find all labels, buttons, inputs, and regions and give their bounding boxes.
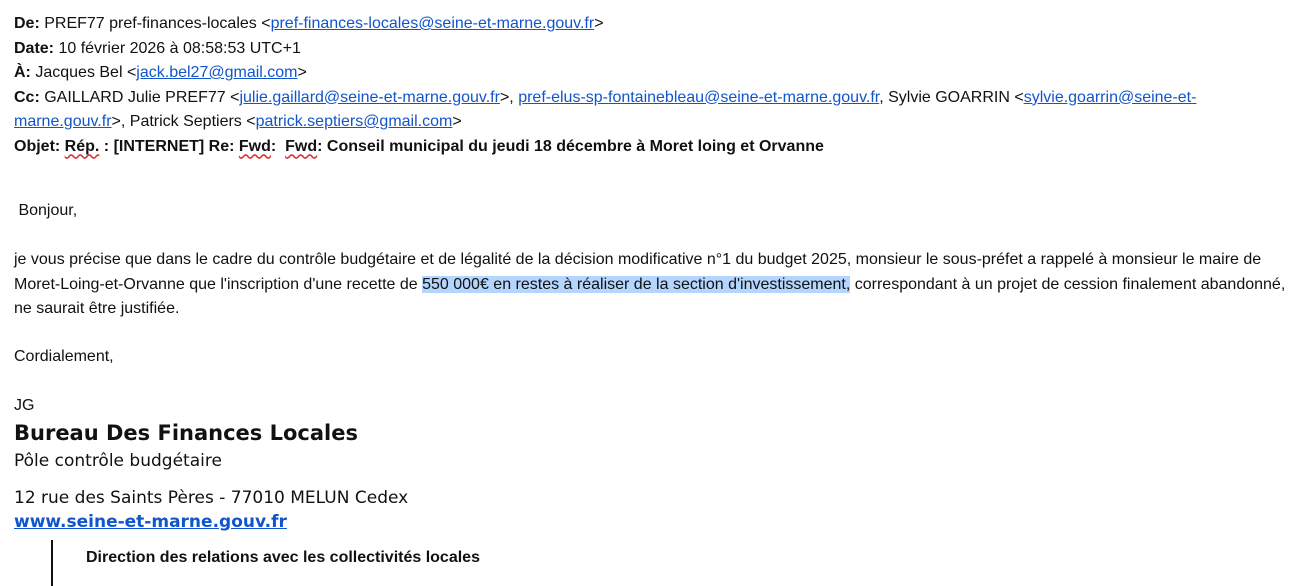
cc-email-link-1[interactable]: julie.gaillard@seine-et-marne.gouv.fr (239, 88, 500, 106)
subject-label: Objet: (14, 137, 61, 155)
cc-sep3: >, Patrick Septiers < (111, 113, 256, 130)
cc-email-link-2[interactable]: pref-elus-sp-fontainebleau@seine-et-marne.gouv.fr (518, 88, 880, 106)
to-email-link[interactable]: jack.bel27@gmail.com (136, 64, 298, 81)
cc-label: Cc: (14, 88, 40, 106)
date-value: 10 février 2026 à 08:58:53 UTC+1 (58, 39, 301, 57)
subject-line (14, 135, 1299, 160)
subject-fwd-2: Fwd (285, 137, 318, 155)
subject-fwd-1: Fwd (238, 137, 271, 155)
cc-email-link-3[interactable]: sylvie.goarrin@seine-et- (1023, 88, 1197, 106)
date-label: Date: (14, 39, 55, 57)
cc-end: > (452, 113, 462, 130)
cc-sep2: , Sylvie GOARRIN < (879, 88, 1024, 106)
to-end: > (297, 64, 307, 81)
from-email-link[interactable]: pref-finances-locales@seine-et-marne.gouv.fr (270, 15, 595, 32)
closing: Cordialement, (14, 348, 114, 365)
from-name: PREF77 pref-finances-locales < (44, 15, 271, 32)
cc-name1: GAILLARD Julie PREF77 < (44, 88, 240, 106)
cc-line (14, 86, 1299, 135)
paragraph-start: je vous précise que dans le cadre du contrôle budgétaire et de légalité de la décision modificative n°1 du budget 2025, monsieur le sous-préfet a rappelé à monsieur le maire de Moret-Loing-et-Orvanne que l'inscription d'une recette de (14, 251, 1262, 293)
to-name: Jacques Bel < (35, 64, 137, 81)
signature-direction: Direction des relations avec les collectivités locales (86, 549, 480, 566)
selected-text-highlight: 550 000€ en restes à réaliser de la section d'investissement, (422, 275, 851, 293)
email-header (14, 12, 1299, 159)
from-end: > (594, 15, 604, 32)
signature-initials: JG (14, 397, 35, 414)
signature-address: 12 rue des Saints Pères - 77010 MELUN Cedex (14, 488, 409, 508)
subject-mid: : [INTERNET] Re: (99, 137, 239, 155)
to-line (14, 61, 1299, 86)
cc-email-link-4[interactable]: patrick.septiers@gmail.com (255, 113, 453, 130)
subject-rest: : Conseil municipal du jeudi 18 décembre à Moret loing et Orvanne (317, 137, 824, 155)
signature-bureau: Bureau Des Finances Locales (14, 421, 358, 445)
message-paragraph (14, 248, 1299, 322)
from-line (14, 12, 1299, 37)
subject-colon-1: : (270, 137, 286, 155)
signature-pole: Pôle contrôle budgétaire (14, 451, 222, 471)
greeting: Bonjour, (14, 202, 78, 219)
cc-email-link-3-cont[interactable]: marne.gouv.fr (14, 113, 112, 130)
paragraph-end: correspondant à un projet de cession finalement abandonné, ne saurait être justifiée. (14, 275, 1286, 317)
subject-rep: Rép. (64, 137, 100, 155)
quote-bar (51, 540, 53, 586)
cc-sep1: >, (499, 88, 519, 106)
to-label: À: (14, 64, 31, 81)
signature-website-link[interactable]: www.seine-et-marne.gouv.fr (14, 512, 287, 532)
from-label: De: (14, 15, 40, 32)
date-line (14, 37, 1299, 62)
